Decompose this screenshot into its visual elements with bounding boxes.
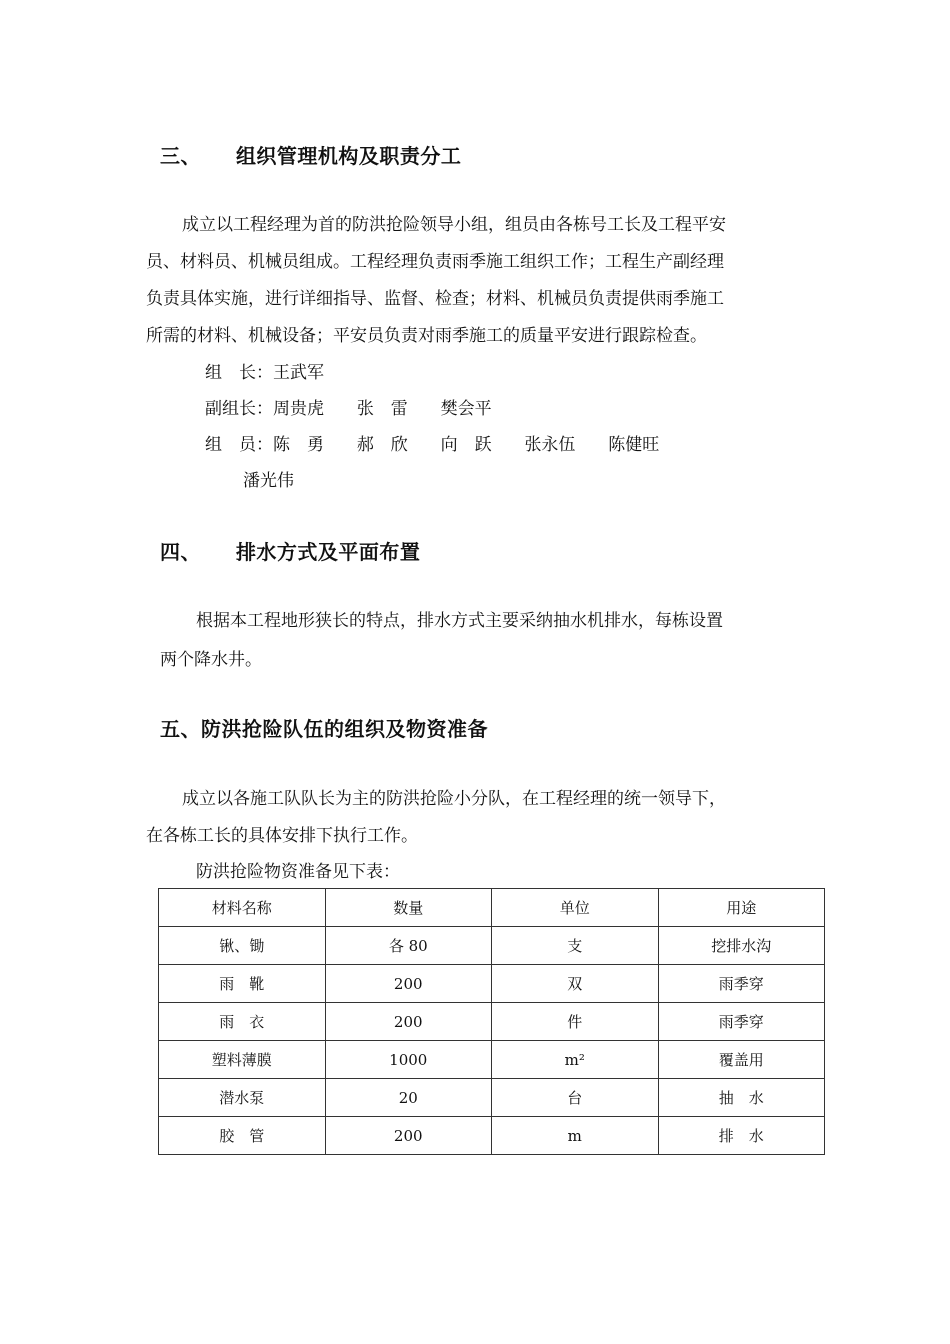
section3-para-line: 员、材料员、机械员组成。工程经理负责雨季施工组织工作；工程生产副经理 [146, 252, 724, 272]
table-row [159, 1003, 825, 1041]
member-name: 向 跃 [440, 435, 492, 455]
table-cell: 雨季穿 [658, 1003, 825, 1041]
members-label: 组 员： [205, 435, 273, 455]
section5-para-line: 成立以各施工队队长为主的防洪抢险小分队，在工程经理的统一领导下， [182, 789, 726, 809]
member-name: 陈 勇 [273, 435, 324, 455]
table-cell: 20 [325, 1079, 492, 1117]
table-cell: 件 [492, 1003, 659, 1041]
table-cell: 200 [325, 1117, 492, 1155]
table-cell: 挖排水沟 [658, 927, 825, 965]
table-cell: 雨 靴 [159, 965, 326, 1003]
section4-para-line: 根据本工程地形狭长的特点，排水方式主要采纳抽水机排水，每栋设置 [196, 611, 723, 631]
member-name: 陈健旺 [608, 435, 660, 455]
table-cell: 台 [492, 1079, 659, 1117]
table-cell: 雨季穿 [658, 965, 825, 1003]
table-header-row [159, 889, 825, 927]
header-cell: 用途 [658, 889, 825, 927]
header-cell: 材料名称 [159, 889, 326, 927]
table-intro: 防洪抢险物资准备见下表： [196, 862, 400, 882]
table-cell: 200 [325, 965, 492, 1003]
section4-heading [160, 536, 420, 565]
section3-number: 三、 [160, 144, 201, 168]
table-row [159, 965, 825, 1003]
leader-name: 王武军 [273, 363, 324, 383]
table-row [159, 1041, 825, 1079]
section4-number: 四、 [160, 540, 201, 564]
member-name: 潘光伟 [243, 471, 294, 491]
member-name: 郝 欣 [356, 435, 408, 455]
table-cell: 雨 衣 [159, 1003, 326, 1041]
leader-line [205, 358, 324, 383]
deputy-name: 张 雷 [356, 399, 408, 419]
table-cell: 锹、锄 [159, 927, 326, 965]
leader-label: 组 长： [205, 363, 273, 383]
members-line [205, 430, 659, 455]
table-cell: 排 水 [658, 1117, 825, 1155]
table-cell: m [492, 1117, 659, 1155]
section5-para-line: 在各栋工长的具体安排下执行工作。 [146, 826, 418, 846]
section3-para-line: 成立以工程经理为首的防洪抢险领导小组，组员由各栋号工长及工程平安 [182, 215, 726, 235]
table-cell: 潜水泵 [159, 1079, 326, 1117]
section4-para-line: 两个降水井。 [160, 650, 262, 670]
table-cell: 1000 [325, 1041, 492, 1079]
section3-title: 组织管理机构及职责分工 [235, 144, 462, 168]
table-cell: m² [492, 1041, 659, 1079]
header-cell: 数量 [325, 889, 492, 927]
table-cell: 胶 管 [159, 1117, 326, 1155]
table-cell: 塑料薄膜 [159, 1041, 326, 1079]
member-name: 张永伍 [524, 435, 576, 455]
table-cell: 200 [325, 1003, 492, 1041]
section4-title: 排水方式及平面布置 [235, 540, 421, 564]
materials-table [158, 888, 825, 1155]
section3-heading [160, 140, 461, 169]
section3-para-line: 负责具体实施，进行详细指导、监督、检查；材料、机械员负责提供雨季施工 [146, 289, 724, 309]
table-row [159, 1079, 825, 1117]
section3-para-line: 所需的材料、机械设备；平安员负责对雨季施工的质量平安进行跟踪检查。 [146, 326, 707, 346]
table-row [159, 1117, 825, 1155]
deputy-name: 周贵虎 [273, 399, 324, 419]
deputy-line [205, 394, 492, 419]
table-row [159, 927, 825, 965]
table-cell: 双 [492, 965, 659, 1003]
section5-heading: 五、防洪抢险队伍的组织及物资准备 [160, 717, 488, 741]
table-cell: 各 80 [325, 927, 492, 965]
table-cell: 支 [492, 927, 659, 965]
table-cell: 抽 水 [658, 1079, 825, 1117]
deputy-name: 樊会平 [440, 399, 492, 419]
table-cell: 覆盖用 [658, 1041, 825, 1079]
deputy-label: 副组长： [205, 399, 273, 419]
header-cell: 单位 [492, 889, 659, 927]
